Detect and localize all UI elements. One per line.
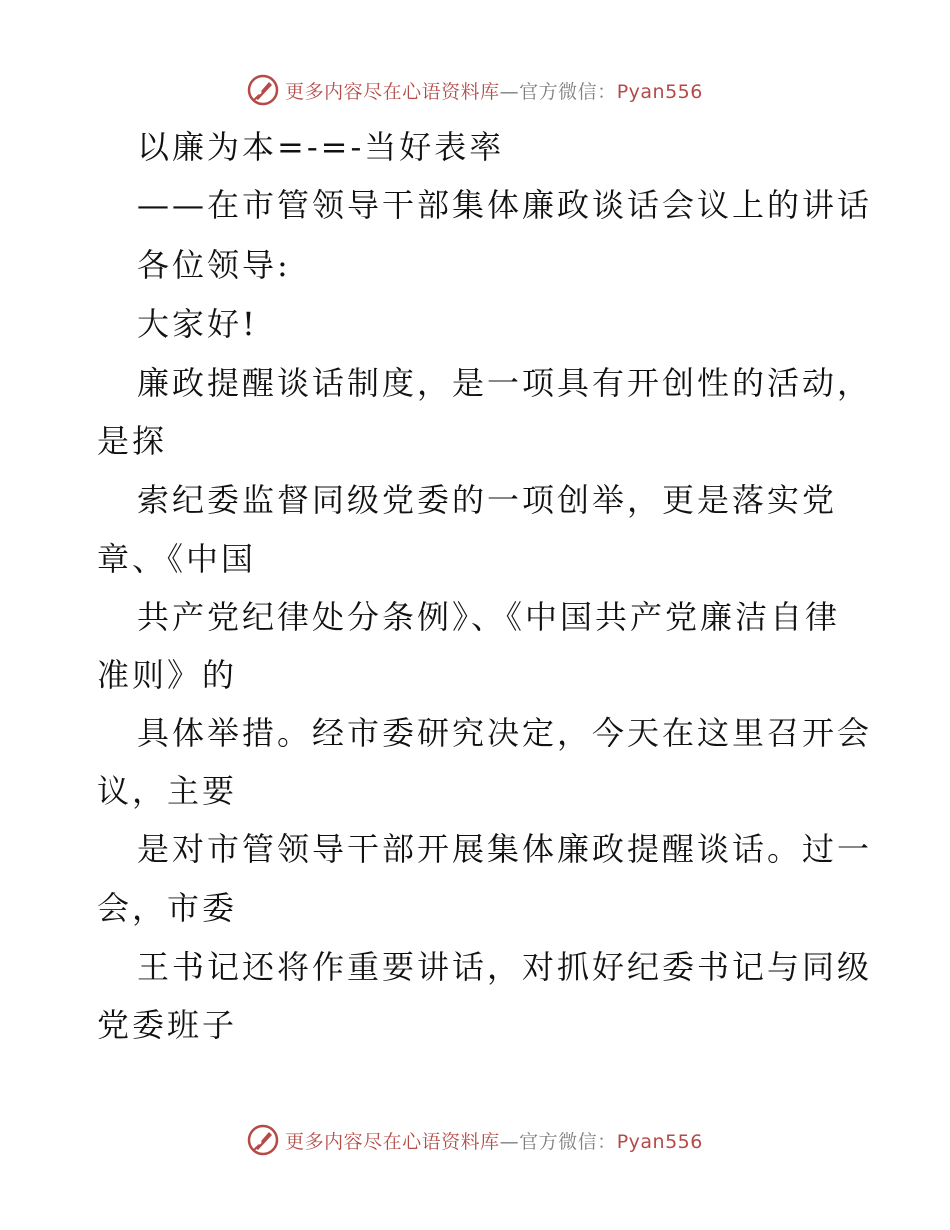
watermark-sub: 官方微信： bbox=[519, 80, 617, 103]
paragraph-line: 索纪委监督同级党委的一项创举，更是落实党 bbox=[137, 481, 838, 519]
footer-watermark bbox=[0, 1120, 950, 1160]
watermark-sub: 官方微信： bbox=[519, 1130, 617, 1153]
paragraph-line: 会，市委 bbox=[97, 889, 238, 927]
watermark-id: Pyan556 bbox=[616, 80, 703, 103]
quill-logo-icon bbox=[247, 74, 279, 106]
document-subtitle: ——在市管领导干部集体廉政谈话会议上的讲话 bbox=[137, 186, 873, 224]
watermark-text bbox=[285, 1127, 703, 1154]
watermark-dash: — bbox=[499, 1130, 520, 1153]
paragraph-line: 是对市管领导干部开展集体廉政提醒谈话。过一 bbox=[137, 830, 873, 868]
paragraph-line: 章、《中国 bbox=[97, 540, 257, 578]
header-watermark bbox=[0, 70, 950, 110]
paragraph-line: 准则》的 bbox=[97, 656, 238, 694]
watermark-text bbox=[285, 77, 703, 104]
document-title: 以廉为本=-=-当好表率 bbox=[137, 128, 505, 166]
watermark-dash: — bbox=[499, 80, 520, 103]
paragraph-line: 是探 bbox=[97, 422, 168, 460]
paragraph-line: 廉政提醒谈话制度，是一项具有开创性的活动， bbox=[137, 364, 873, 402]
salutation: 各位领导: bbox=[137, 246, 291, 284]
greeting: 大家好! bbox=[137, 305, 258, 343]
paragraph-line: 王书记还将作重要讲话，对抓好纪委书记与同级 bbox=[137, 948, 873, 986]
paragraph-line: 共产党纪律处分条例》、《中国共产党廉洁自律 bbox=[137, 598, 841, 636]
paragraph-line: 党委班子 bbox=[97, 1006, 238, 1044]
watermark-main: 更多内容尽在心语资料库 bbox=[285, 80, 500, 103]
watermark-main: 更多内容尽在心语资料库 bbox=[285, 1130, 500, 1153]
paragraph-line: 议，主要 bbox=[97, 772, 238, 810]
watermark-id: Pyan556 bbox=[616, 1130, 703, 1153]
paragraph-line: 具体举措。经市委研究决定，今天在这里召开会 bbox=[137, 714, 873, 752]
quill-logo-icon bbox=[247, 1124, 279, 1156]
